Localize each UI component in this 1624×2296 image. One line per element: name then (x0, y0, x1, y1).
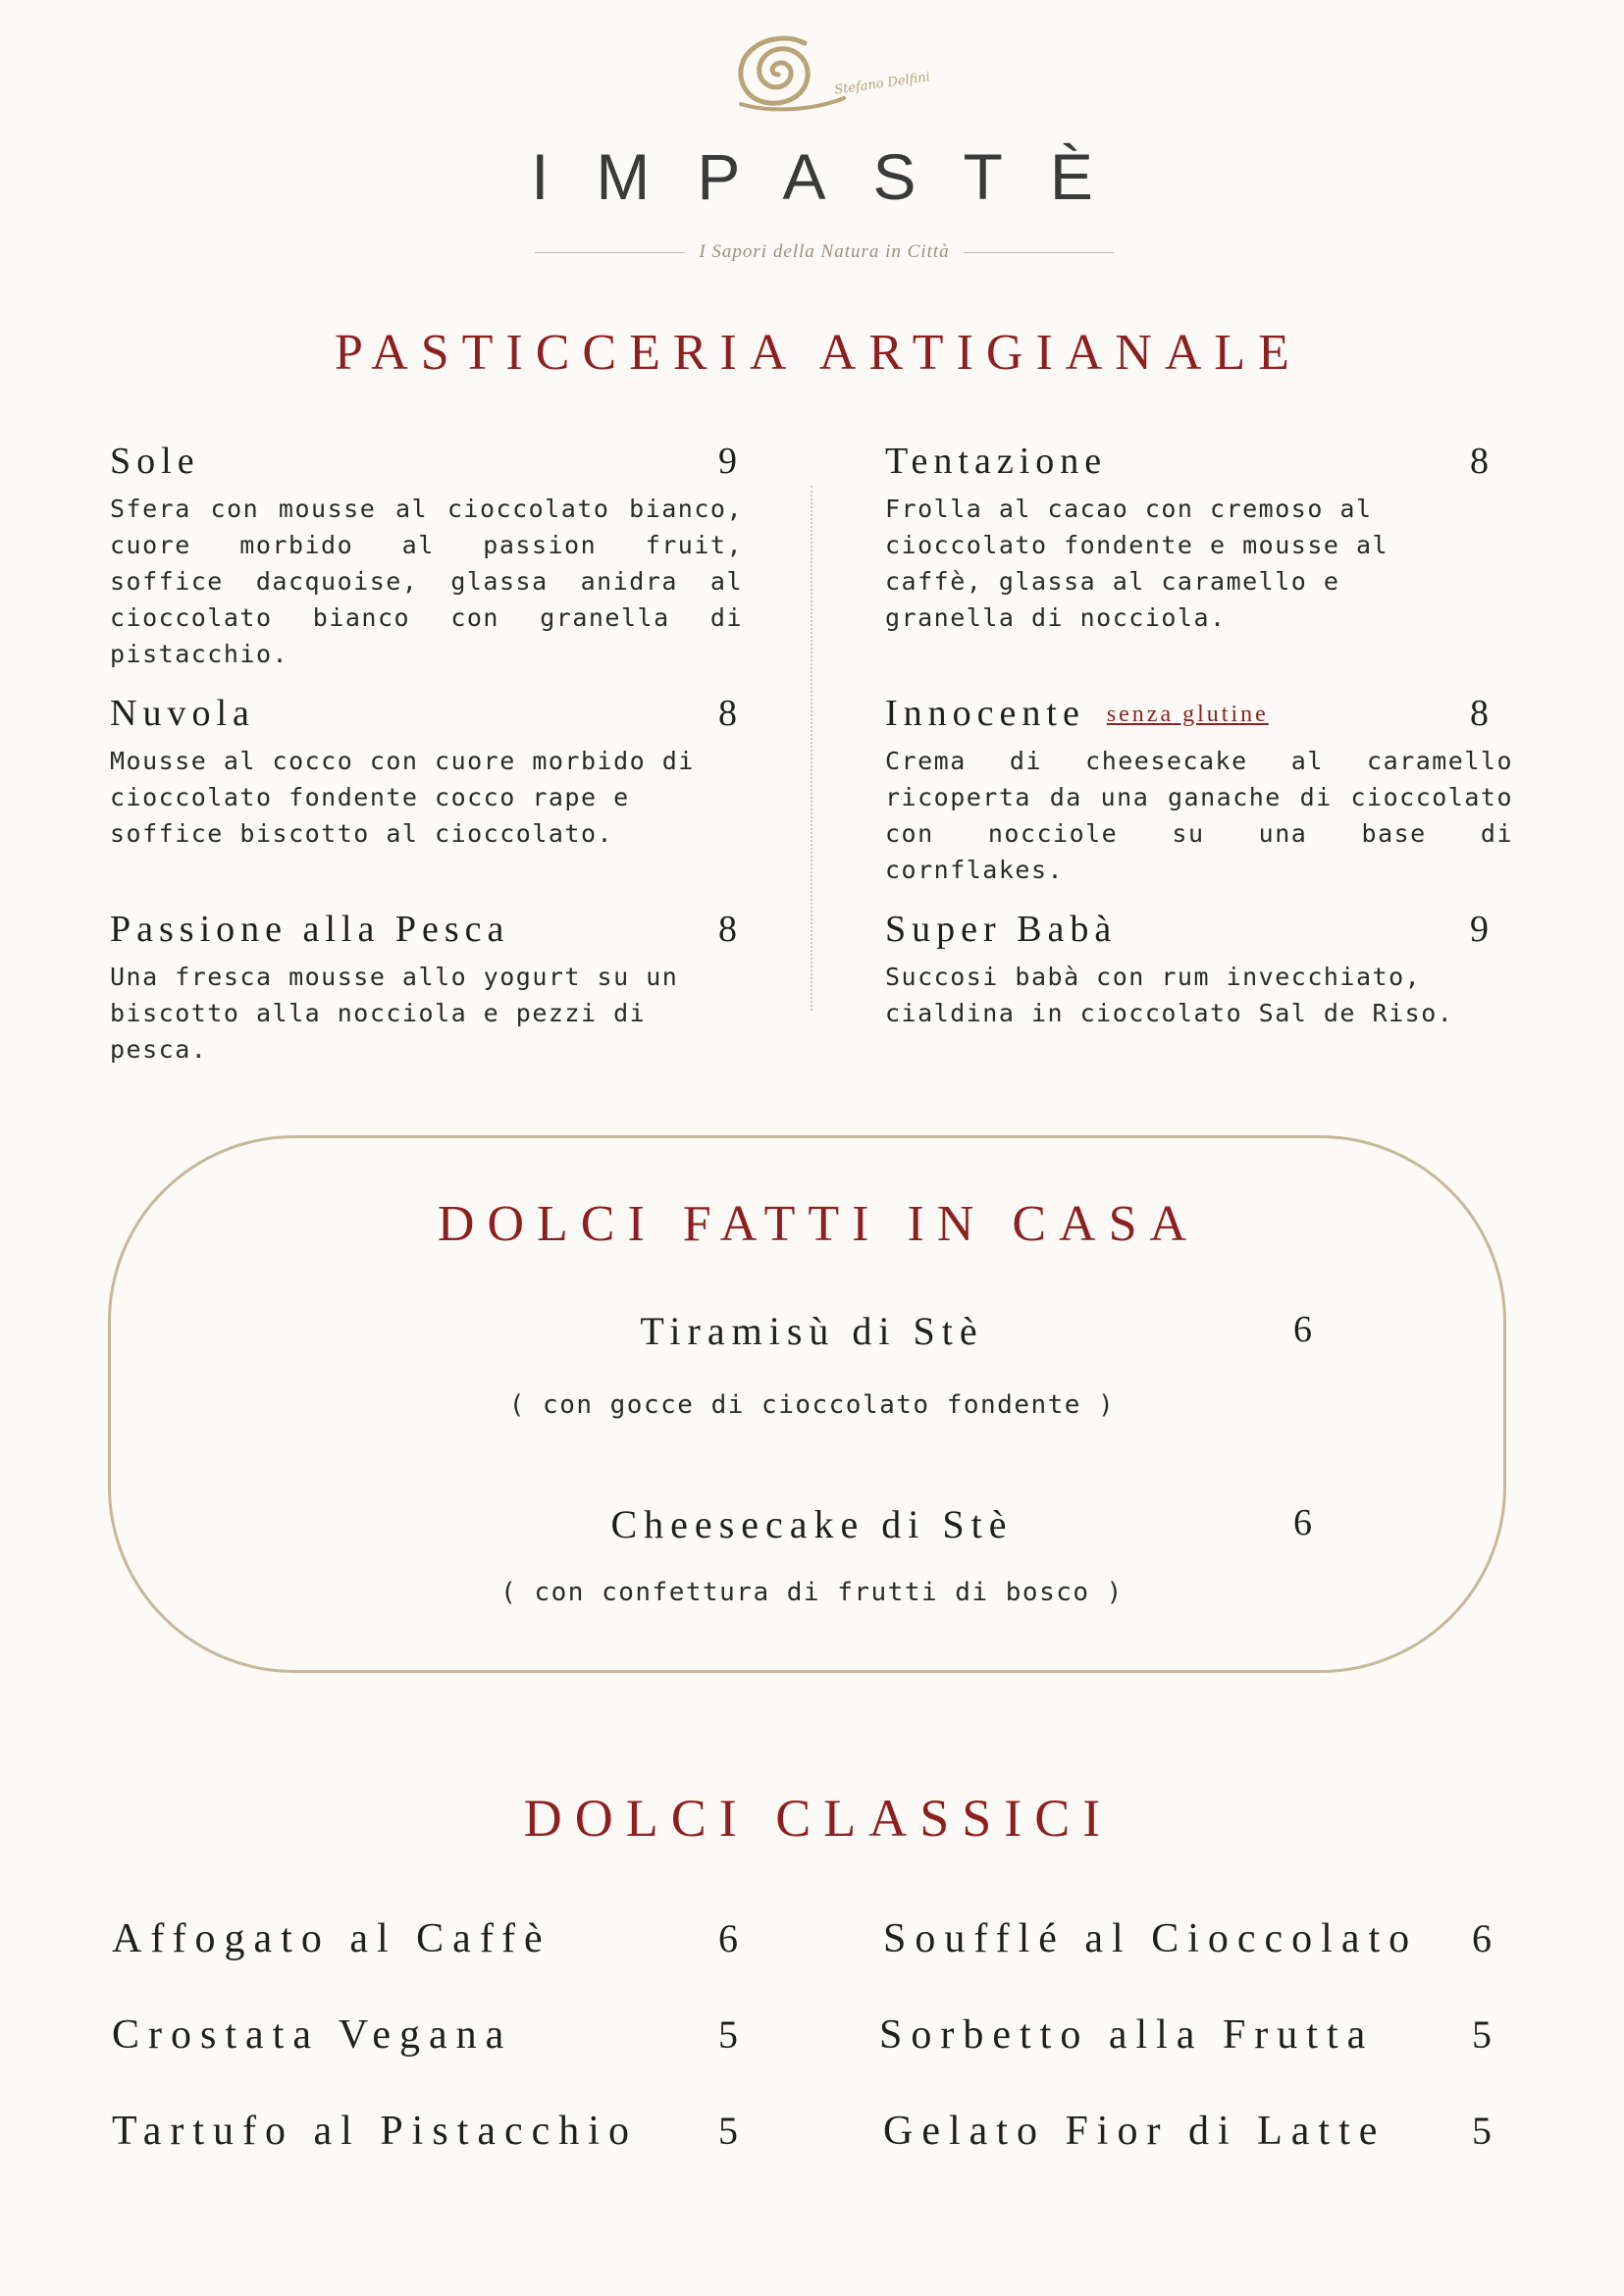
brand-name: IMPASTÈ (531, 140, 1140, 213)
section-title-classici: DOLCI CLASSICI (523, 1789, 1114, 1848)
item-price: 9 (718, 441, 737, 482)
item-price: 9 (1470, 909, 1489, 950)
item-description: Sfera con mousse al cioccolato bianco, cuore morbido al passion fruit, soffice dacquoise, glassa anidra al cioccolato bianco con granella di pistacchio. (110, 495, 743, 668)
classic-item-price: 5 (1472, 2109, 1492, 2153)
classic-item-name: Tartufo al Pistacchio (112, 2109, 638, 2154)
classic-item-name: Soufflé al Cioccolato (883, 1916, 1419, 1961)
item-name: Innocente (885, 693, 1085, 734)
tagline: I Sapori della Natura in Città (699, 241, 950, 262)
tagline-rule-right (964, 252, 1114, 253)
item-name: Super Babà (885, 909, 1118, 950)
item-name: Nuvola (110, 693, 255, 734)
tagline-row (535, 241, 1114, 263)
item-name-row (885, 692, 1269, 735)
classic-item-price: 6 (1472, 1916, 1492, 1960)
item-name: Cheesecake di Stè (610, 1502, 1014, 1546)
classic-item-name: Gelato Fior di Latte (883, 2109, 1387, 2154)
gluten-free-badge: senza glutine (1106, 702, 1269, 727)
item-description: Una fresca mousse allo yogurt su un biscotto alla nocciola e pezzi di pesca. (110, 963, 679, 1064)
item-note: ( con confettura di frutti di bosco ) (500, 1578, 1124, 1607)
item-price: 8 (718, 909, 737, 950)
classic-item-price: 5 (1472, 2012, 1492, 2057)
section-title-fatti-in-casa: DOLCI FATTI IN CASA (437, 1196, 1200, 1252)
item-name: Passione alla Pesca (110, 909, 510, 950)
item-description: Crema di cheesecake al caramello ricoperta da una ganache di cioccolato con nocciole su una base di cornflakes. (885, 747, 1513, 884)
classic-item-name: Sorbetto alla Frutta (879, 2012, 1375, 2058)
item-price: 8 (1470, 441, 1489, 482)
item-note: ( con gocce di cioccolato fondente ) (508, 1390, 1116, 1420)
item-price: 8 (1470, 693, 1489, 734)
classic-item-price: 5 (718, 2012, 738, 2057)
section-title-pasticceria: PASTICCERIA ARTIGIANALE (335, 325, 1302, 381)
classic-item-name: Crostata Vegana (112, 2012, 513, 2058)
item-description: Mousse al cocco con cuore morbido di cioccolato fondente cocco rape e soffice biscotto al cioccolato. (110, 747, 695, 848)
classic-item-price: 6 (718, 1916, 738, 1960)
item-name: Tentazione (885, 441, 1108, 482)
item-price: 6 (1293, 1309, 1312, 1350)
item-name: Tiramisù di Stè (640, 1309, 984, 1353)
tagline-rule-left (535, 252, 685, 253)
logo-block (0, 29, 1624, 262)
chef-signature: Stefano Delfini (833, 70, 931, 98)
item-description: Succosi babà con rum invecchiato, cialdina in cioccolato Sal de Riso. (885, 963, 1454, 1027)
item-price: 6 (1293, 1502, 1312, 1543)
item-price: 8 (718, 693, 737, 734)
item-description: Frolla al cacao con cremoso al cioccolato fondente e mousse al caffè, glassa al caramello e granella di nocciola. (885, 495, 1389, 632)
classic-item-name: Affogato al Caffè (112, 1916, 551, 1961)
column-divider (811, 486, 812, 1011)
classic-item-price: 5 (718, 2109, 738, 2153)
item-name: Sole (110, 441, 200, 482)
swirl-logo-icon (721, 29, 849, 123)
